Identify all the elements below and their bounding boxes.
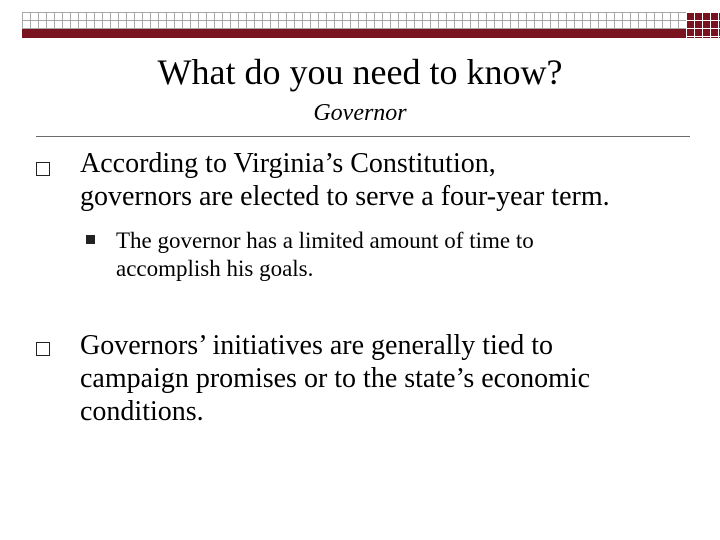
- bullet-line: conditions.: [80, 396, 204, 427]
- slide-title: What do you need to know?: [157, 52, 563, 92]
- bullet-text: [80, 329, 700, 428]
- bullet-line: Governors’ initiatives are generally tied to: [80, 330, 553, 361]
- decorative-header-bar: [0, 0, 720, 40]
- sub-bullet-text: [116, 227, 696, 283]
- sub-bullet-line: accomplish his goals.: [116, 256, 314, 281]
- bullet-line: According to Virginia’s Constitution,: [80, 148, 496, 179]
- header-accent-line: [22, 29, 686, 38]
- bullet-text: [80, 147, 700, 213]
- header-grid-pattern: [22, 12, 686, 30]
- hollow-square-icon: [36, 342, 50, 356]
- filled-square-icon: [86, 235, 95, 244]
- title-divider: [36, 136, 690, 137]
- header-corner-block: [686, 12, 720, 38]
- bullet-line: campaign promises or to the state’s economic: [80, 363, 591, 394]
- bullet-line: governors are elected to serve a four-year term.: [80, 181, 610, 212]
- sub-bullet-line: The governor has a limited amount of time to: [116, 228, 534, 253]
- slide-subtitle: Governor: [313, 100, 407, 126]
- hollow-square-icon: [36, 162, 50, 176]
